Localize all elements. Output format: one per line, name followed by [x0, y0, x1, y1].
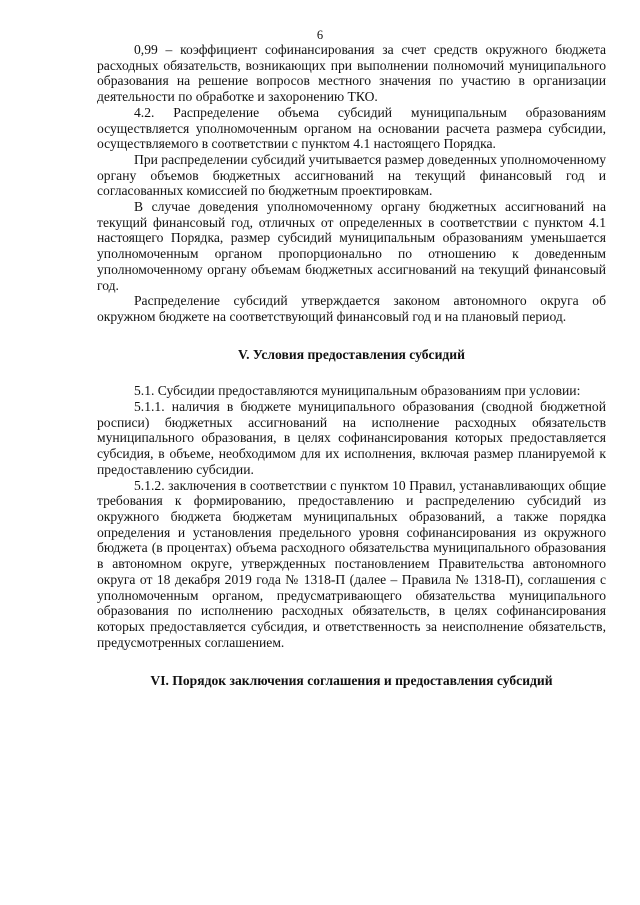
paragraph-distribution-note: При распределении субсидий учитывается размер доведенных уполномоченному органу объемов бюджетных ассигнований на текущий финансовый год и согласованных комиссией по бюджетным проектировкам.: [97, 151, 606, 199]
paragraph-5-1: 5.1. Субсидии предоставляются муниципальным образованиям при условии:: [134, 383, 581, 399]
paragraph-5-1-2: 5.1.2. заключения в соответствии с пунктом 10 Правил, устанавливающих общие требования к формированию, предоставлению и распределению субсидий из окружного бюджета бюджетам муниципальных образований, а также порядка определения и установления предельного уровня софинансирования из окружного бюджета (в процентах) объема расходного обязательства муниципального образования в автономном округе, утвержденных постановлением Правительства автономного округа от 18 декабря 2019 года № 1318-П (далее – Правила № 1318-П), соглашения с уполномоченным органом, предусматривающего обязательства муниципального образования по исполнению расходных обязательств, в целях софинансирования которых предоставляется субсидия, и ответственность за неисполнение обязательств, предусмотренных соглашением.: [97, 477, 606, 650]
paragraph-coefficient: 0,99 – коэффициент софинансирования за счет средств окружного бюджета расходных обязательств, возникающих при выполнении полномочий муниципального образования на решение вопросов местного значения по участию в организации деятельности по обработке и захоронению ТКО.: [97, 42, 606, 105]
paragraph-5-1-1: 5.1.1. наличия в бюджете муниципального образования (сводной бюджетной росписи) бюджетных ассигнований на исполнение расходных обязательств муниципального образования, в целях софинансирования которых предоставляется субсидия, в объеме, необходимом для их исполнения, включая размер планируемой к предоставлению субсидии.: [97, 399, 606, 477]
page-number: 6: [316, 28, 324, 42]
section-v-heading: V. Условия предоставления субсидий: [238, 346, 465, 362]
paragraph-4-2: 4.2. Распределение объема субсидий муниципальным образованиям осуществляется уполномоченным органом на основании расчета размера субсидии, осуществляемого в соответствии с пунктом 4.1 настоящего Порядка.: [97, 104, 606, 152]
paragraph-approval: Распределение субсидий утверждается законом автономного округа об окружном бюджете на соответствующий финансовый год и на плановый период.: [97, 293, 606, 324]
section-vi-heading: VI. Порядок заключения соглашения и предоставления субсидий: [150, 673, 553, 689]
paragraph-reduction: В случае доведения уполномоченному органу бюджетных ассигнований на текущий финансовый год, отличных от определенных в соответствии с пунктом 4.1 настоящего Порядка, размер субсидий муниципальным образованиям уменьшается уполномоченным органом пропорционально по отношению к доведенным уполномоченному органу объемам бюджетных ассигнований на текущий финансовый год.: [97, 199, 606, 293]
document-body: [97, 42, 606, 689]
